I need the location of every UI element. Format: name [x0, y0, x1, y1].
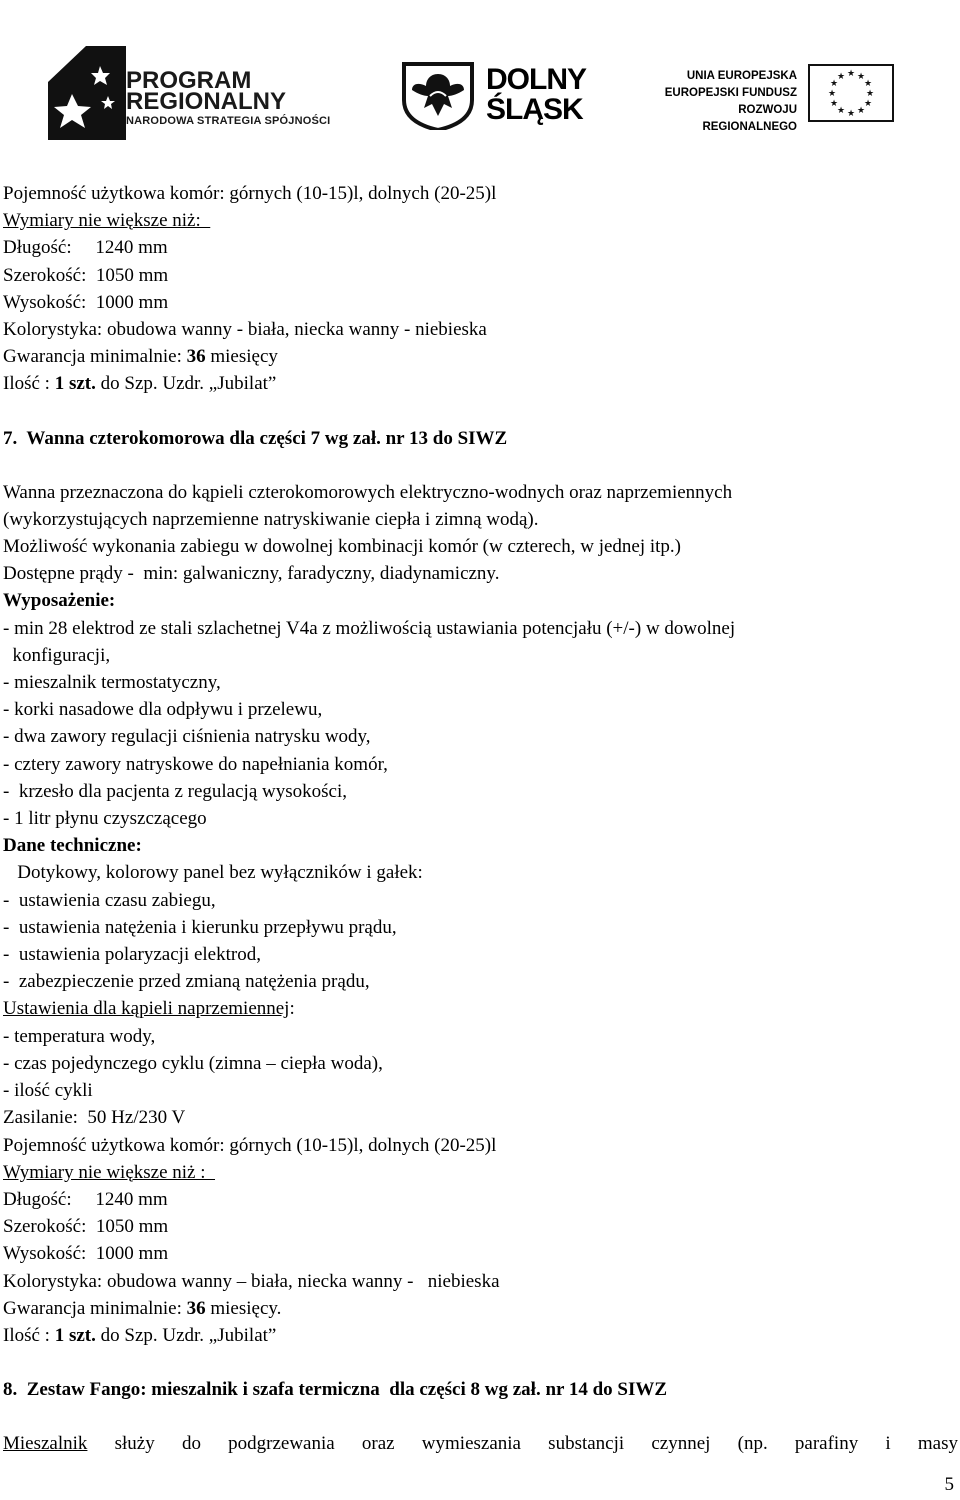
width-label: Szerokość: [3, 264, 87, 286]
height-line [3, 1240, 958, 1267]
equipment-item: - min 28 elektrod ze stali szlachetnej V4a z możliwością ustawiania potencjału (+/-) w dowolnej [3, 617, 736, 639]
panel-item: - ustawienia czasu zabiegu, [3, 889, 216, 911]
section7-heading-ref: nr 13 do SIWZ [380, 427, 508, 449]
svg-text:★: ★ [863, 79, 873, 89]
tech-title: Dane techniczne: [3, 835, 142, 857]
width-value: 1050 mm [95, 264, 169, 286]
eu-union-label: UNIA EUROPEJSKA [686, 70, 797, 82]
power-line: Zasilanie: 50 Hz/230 V [3, 1107, 186, 1129]
length-value: 1240 mm [95, 237, 168, 259]
dims-title [3, 207, 958, 234]
spacer [3, 398, 958, 425]
svg-text:★: ★ [827, 89, 837, 99]
warranty-value: 36 [186, 346, 206, 368]
length-label: Długość: [3, 237, 72, 259]
section7-heading-main: 7. Wanna czterokomorowa dla części 7 wg zał. [3, 427, 381, 449]
panel-line: Dotykowy, kolorowy panel bez wyłączników i gałek: [3, 862, 423, 884]
regional-title: REGIONALNY [126, 88, 287, 115]
warranty-label: Gwarancja minimalnie: [3, 1297, 187, 1319]
height-line [3, 289, 958, 316]
dims-title-text: Wymiary nie większe niż: [3, 210, 211, 232]
section7-desc-4: Dostępne prądy - min: galwaniczny, faradyczny, diadynamiczny. [3, 563, 500, 585]
height-value: 1000 mm [95, 1243, 169, 1265]
height-label: Wysokość: [3, 1243, 87, 1265]
svg-text:★: ★ [863, 99, 873, 109]
svg-text:★: ★ [856, 72, 866, 82]
star-emblem-icon [48, 44, 126, 140]
region-name-line2: ŚLĄSK [486, 93, 583, 126]
eu-regional-label: ROZWOJU REGIONALNEGO [702, 104, 797, 133]
mixer-term: Mieszalnik [3, 1433, 88, 1455]
document-body [3, 180, 958, 1457]
svg-text:★: ★ [846, 109, 856, 119]
page-number: 5 [944, 1474, 954, 1495]
quantity-destination: do Szp. Uzdr. „Jubilat” [95, 1324, 277, 1346]
warranty-unit: miesięcy [205, 346, 278, 368]
svg-text:★: ★ [829, 99, 839, 109]
eagle-shield-icon [400, 60, 476, 130]
capacity-line: Pojemność użytkowa komór: górnych (10-15)l, dolnych (20-25)l [3, 183, 497, 204]
equipment-item: konfiguracji, [3, 644, 111, 666]
width-line [3, 1213, 958, 1240]
spacer [3, 1349, 958, 1376]
dims-title [3, 1159, 958, 1186]
quantity-label: Ilość : [3, 1324, 55, 1346]
eu-fund-label: EUROPEJSKI FUNDUSZ [664, 87, 797, 99]
eu-flag-icon [808, 64, 894, 122]
strategy-subtitle: NARODOWA STRATEGIA SPÓJNOŚCI [126, 115, 331, 127]
svg-text:★: ★ [856, 106, 866, 116]
svg-text:★: ★ [836, 72, 846, 82]
svg-text:★: ★ [846, 69, 856, 79]
section7-desc-1: Wanna przeznaczona do kąpieli czterokomorowych elektryczno-wodnych oraz naprzemiennych [3, 481, 733, 503]
svg-text:★: ★ [829, 79, 839, 89]
height-value: 1000 mm [95, 291, 169, 313]
warranty-unit: miesięcy. [205, 1297, 282, 1319]
warranty-line [3, 343, 958, 370]
dolny-slask-logo [400, 60, 590, 130]
svg-text:★: ★ [865, 89, 875, 99]
quantity-destination: do Szp. Uzdr. „Jubilat” [95, 373, 277, 395]
alternating-title-text: Ustawienia dla kąpieli naprzemiennej [3, 998, 290, 1020]
region-name-line1: DOLNY [486, 63, 586, 96]
quantity-value: 1 szt. [54, 1324, 96, 1346]
length-label: Długość: [3, 1188, 72, 1210]
equipment-item: - mieszalnik termostatyczny, [3, 672, 221, 694]
equipment-item: - krzesło dla pacjenta z regulacją wysokości, [3, 780, 347, 802]
length-line [3, 234, 958, 261]
svg-text:★: ★ [836, 106, 846, 116]
alternating-item: - czas pojedynczego cyklu (zimna – ciepła woda), [3, 1052, 383, 1074]
section8-heading: 8. Zestaw Fango: mieszalnik i szafa termiczna dla części 8 wg zał. nr 14 do SIWZ [3, 1379, 668, 1401]
capacity-line: Pojemność użytkowa komór: górnych (10-15)l, dolnych (20-25)l [3, 1134, 497, 1156]
page-header [0, 0, 960, 178]
length-value: 1240 mm [95, 1188, 168, 1210]
section8-intro-text: służy do podgrzewania oraz wymieszania substancji czynnej (np. parafiny i masy [87, 1433, 958, 1455]
alternating-item: - temperatura wody, [3, 1025, 156, 1047]
dims-title-text: Wymiary nie większe niż : [3, 1161, 216, 1183]
quantity-line [3, 370, 958, 397]
alternating-title-colon: : [289, 998, 295, 1020]
warranty-line [3, 1295, 958, 1322]
panel-item: - ustawienia polaryzacji elektrod, [3, 944, 261, 966]
colors-line: Kolorystyka: obudowa wanny - biała, niecka wanny - niebieska [3, 319, 487, 341]
width-label: Szerokość: [3, 1216, 87, 1238]
alternating-title [3, 995, 958, 1022]
width-value: 1050 mm [95, 1216, 169, 1238]
equipment-item: - dwa zawory regulacji ciśnienia natrysku wody, [3, 726, 371, 748]
quantity-line [3, 1322, 958, 1349]
quantity-label: Ilość : [3, 373, 55, 395]
width-line [3, 262, 958, 289]
section7-desc-2: (wykorzystujących naprzemienne natryskiwanie ciepła i zimną wodą). [3, 508, 539, 530]
equipment-title: Wyposażenie: [3, 590, 116, 612]
section7-heading [3, 425, 958, 452]
section7-desc-3: Możliwość wykonania zabiegu w dowolnej kombinacji komór (w czterech, w jednej itp.) [3, 536, 681, 558]
section8-intro [3, 1430, 958, 1457]
warranty-label: Gwarancja minimalnie: [3, 346, 187, 368]
spacer [3, 1403, 958, 1430]
equipment-item: - cztery zawory natryskowe do napełniania komór, [3, 753, 388, 775]
equipment-item: - 1 litr płynu czyszczącego [3, 808, 207, 830]
panel-item: - zabezpieczenie przed zmianą natężenia prądu, [3, 971, 370, 993]
colors-line: Kolorystyka: obudowa wanny – biała, niecka wanny - niebieska [3, 1270, 500, 1292]
warranty-value: 36 [186, 1297, 206, 1319]
program-title: PROGRAM [126, 67, 252, 94]
length-line [3, 1186, 958, 1213]
spacer [3, 452, 958, 479]
equipment-item: - korki nasadowe dla odpływu i przelewu, [3, 699, 323, 721]
height-label: Wysokość: [3, 291, 87, 313]
quantity-value: 1 szt. [54, 373, 96, 395]
panel-item: - ustawienia natężenia i kierunku przepływu prądu, [3, 916, 397, 938]
eu-fund-logo [650, 62, 900, 133]
program-regionalny-logo [48, 44, 348, 140]
alternating-item: - ilość cykli [3, 1080, 93, 1102]
